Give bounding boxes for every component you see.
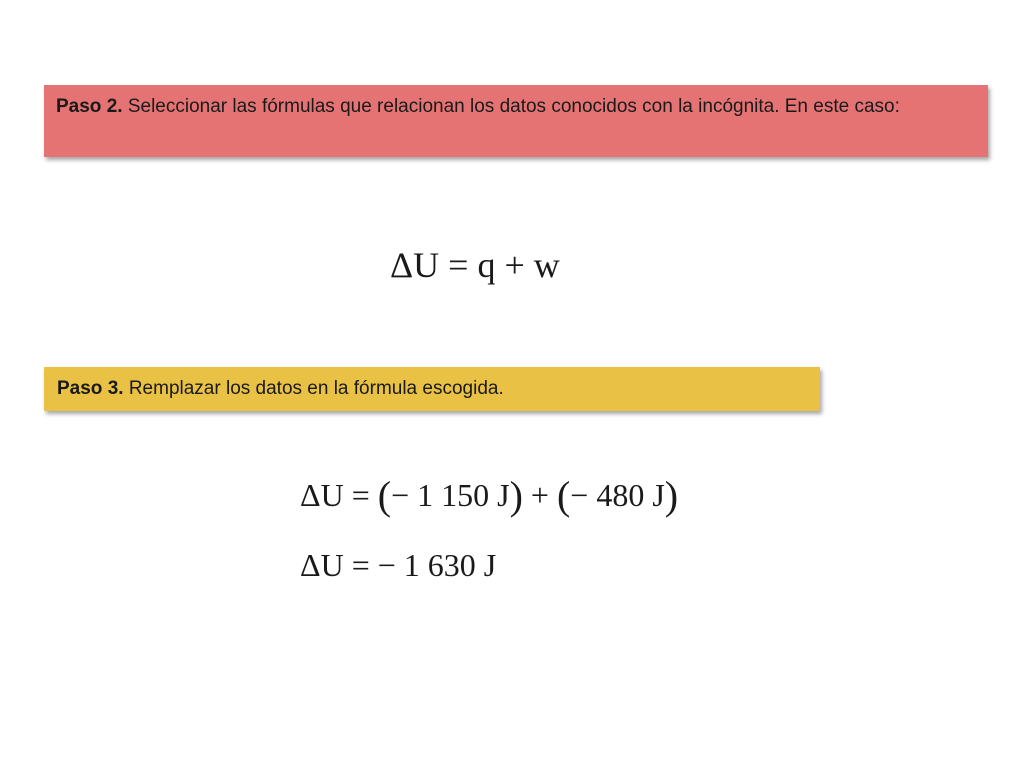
energy-formula: ΔU = q + w: [390, 245, 560, 285]
close-paren-1: ): [509, 473, 523, 518]
step-3-text: Remplazar los datos en la fórmula escogida.: [123, 378, 504, 399]
step-3-box: [44, 367, 820, 411]
step-3-label: Paso 3.: [57, 378, 124, 399]
result-formula: ΔU = − 1 630 J: [300, 547, 497, 583]
step-2-text: Seleccionar las fórmulas que relacionan los datos conocidos con la incógnita. En este caso:: [122, 96, 900, 117]
substitution-plus: +: [522, 477, 557, 513]
substitution-term-1: − 1 150 J: [391, 477, 510, 513]
substitution-formula: [300, 472, 678, 519]
substitution-term-2: − 480 J: [570, 477, 665, 513]
close-paren-2: ): [664, 473, 679, 518]
substitution-lhs: ΔU =: [300, 477, 378, 513]
open-paren-1: (: [377, 473, 392, 518]
open-paren-2: (: [556, 473, 571, 518]
step-2-label: Paso 2.: [56, 96, 123, 117]
step-2-box: [44, 85, 988, 157]
